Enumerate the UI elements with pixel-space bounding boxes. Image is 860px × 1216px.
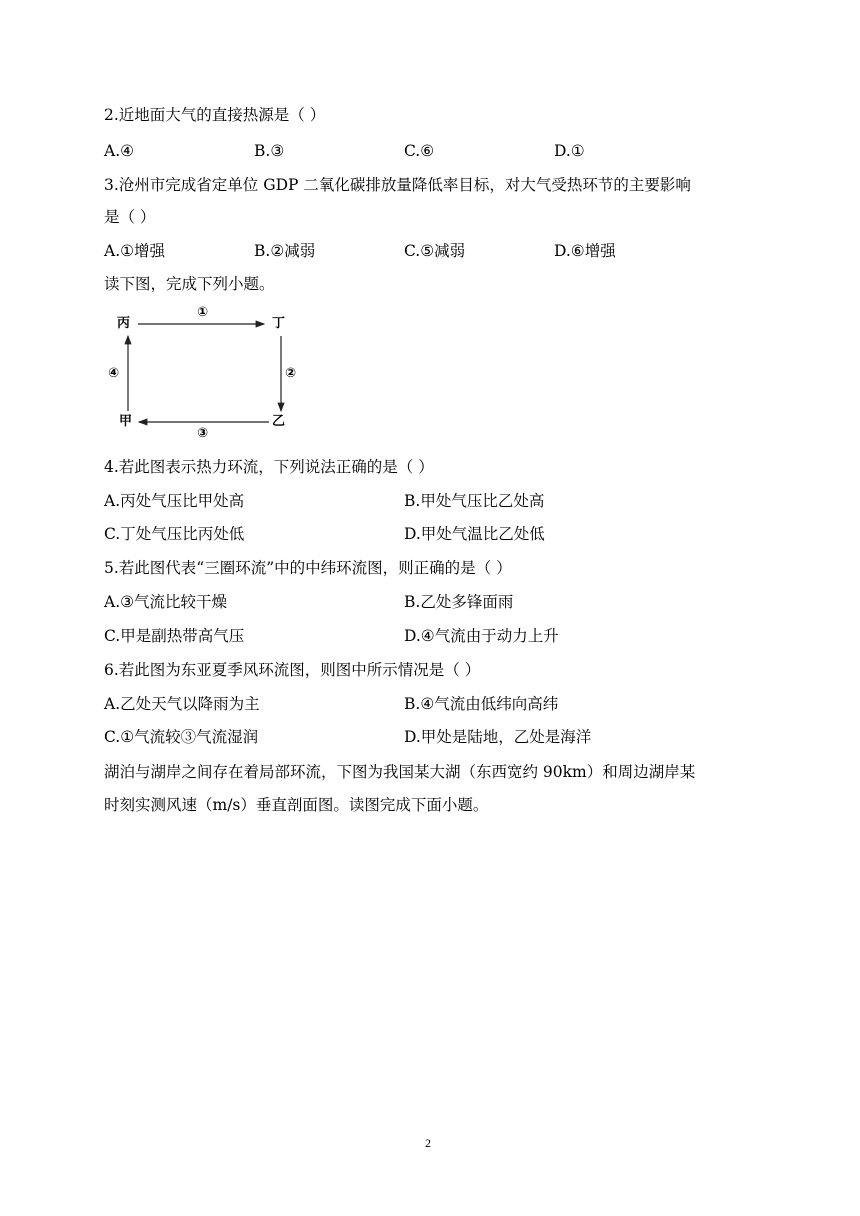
question-3-option-c: C.⑤减弱 — [404, 242, 466, 260]
question-5-option-d: D.④气流由于动力上升 — [404, 627, 559, 645]
question-2-stem: 2.近地面大气的直接热源是（ ） — [104, 106, 326, 124]
question-3-option-b: B.②减弱 — [254, 242, 316, 260]
question-4-stem: 4.若此图表示热力环流，下列说法正确的是（ ） — [104, 458, 434, 476]
question-2-option-b: B.③ — [254, 142, 285, 160]
question-4-option-d: D.甲处气温比乙处低 — [404, 525, 545, 543]
question-4-option-b: B.甲处气压比乙处高 — [404, 492, 545, 510]
question-4-option-a: A.丙处气压比甲处高 — [104, 492, 245, 510]
lake-intro-line2: 时刻实测风速（m/s）垂直剖面图。读图完成下面小题。 — [104, 796, 489, 814]
question-2-option-d: D.① — [554, 142, 585, 160]
question-6-option-d: D.甲处是陆地，乙处是海洋 — [404, 728, 592, 746]
question-3-stem-line2: 是（ ） — [104, 208, 156, 226]
question-3-option-d: D.⑥增强 — [554, 242, 616, 260]
circulation-diagram — [104, 303, 304, 449]
question-6-option-c: C.①气流较③气流湿润 — [104, 728, 259, 746]
corner-label-bing: 丙 — [117, 316, 131, 331]
question-3-stem-line1: 3.沧州市完成省定单位 GDP 二氧化碳排放量降低率目标，对大气受热环节的主要影响 — [104, 176, 691, 194]
question-5-option-c: C.甲是副热带高气压 — [104, 627, 245, 645]
question-6-option-b: B.④气流由低纬向高纬 — [404, 695, 559, 713]
corner-label-yi: 乙 — [272, 414, 286, 429]
arrow-label-1: ① — [197, 305, 209, 320]
lake-intro-line1: 湖泊与湖岸之间存在着局部环流，下图为我国某大湖（东西宽约 90km）和周边湖岸某 — [104, 763, 696, 781]
page-number: 2 — [425, 1136, 431, 1150]
question-3-option-a: A.①增强 — [104, 242, 166, 260]
question-2-option-c: C.⑥ — [404, 142, 435, 160]
arrow-label-4: ④ — [108, 366, 120, 381]
corner-label-jia: 甲 — [119, 414, 133, 429]
question-5-option-b: B.乙处多锋面雨 — [404, 593, 514, 611]
question-5-stem: 5.若此图代表“三圈环流”中的中纬环流图，则正确的是（ ） — [104, 559, 512, 577]
question-2-option-a: A.④ — [104, 142, 135, 160]
reading-instruction: 读下图，完成下列小题。 — [104, 275, 275, 293]
question-6-stem: 6.若此图为东亚夏季风环流图，则图中所示情况是（ ） — [104, 661, 481, 679]
question-5-option-a: A.③气流比较干燥 — [104, 593, 228, 611]
corner-label-ding: 丁 — [272, 316, 286, 331]
arrow-label-2: ② — [285, 366, 297, 381]
question-4-option-c: C.丁处气压比丙处低 — [104, 525, 245, 543]
arrow-label-3: ③ — [197, 426, 209, 441]
question-6-option-a: A.乙处天气以降雨为主 — [104, 695, 260, 713]
